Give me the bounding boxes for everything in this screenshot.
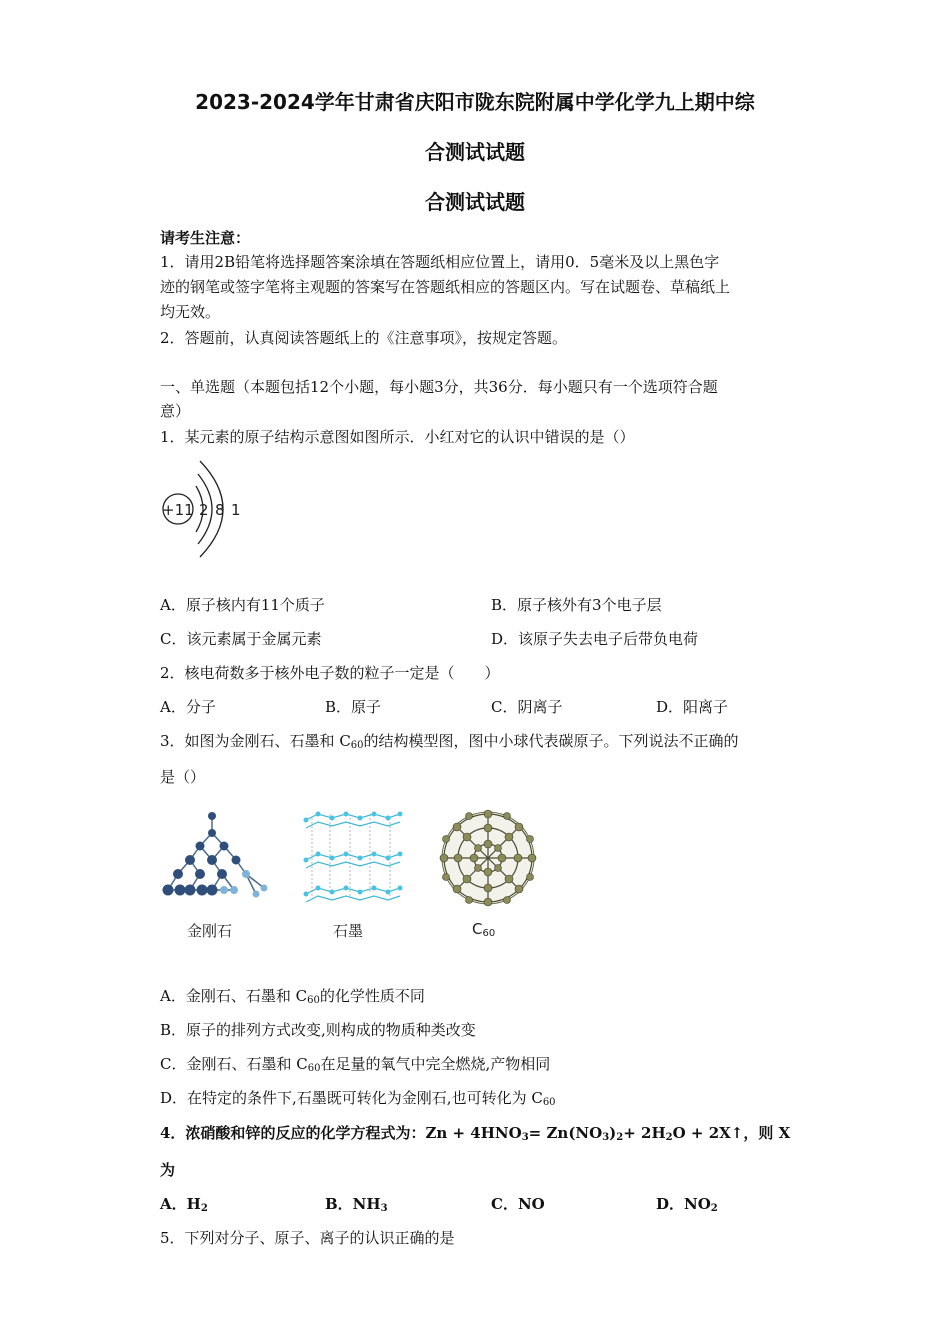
- q4-option-b: B．$NH_3$: [325, 1195, 388, 1214]
- notice-item1-line1: 1．请用2B铅笔将选择题答案涂填在答题纸相应位置上，请用0．5毫米及以上黑色字: [160, 253, 720, 271]
- c60-structure-image: [436, 806, 540, 910]
- page-subtitle: 合测试试题: [425, 190, 525, 214]
- q1-option-a: A．原子核内有11个质子: [160, 596, 325, 614]
- c60-caption: $C_{60}$: [472, 920, 496, 939]
- section-heading-line2: 意）: [160, 402, 191, 420]
- section-heading-line1: 一、单选题（本题包括12个小题，每小题3分，共36分．每小题只有一个选项符合题: [160, 378, 718, 396]
- q2-option-c: C．阴离子: [491, 698, 563, 716]
- shell-1-count: 2: [199, 501, 209, 519]
- q3-option-a: A．金刚石、石墨和 $C_{60}$的化学性质不同: [160, 987, 425, 1006]
- q4-option-d: D．$NO_2$: [656, 1195, 718, 1214]
- q2-stem: 2．核电荷数多于核外电子数的粒子一定是（ ）: [160, 664, 500, 682]
- diamond-caption: 金刚石: [187, 922, 233, 940]
- q3-option-d: D．在特定的条件下,石墨既可转化为金刚石,也可转化为 $C_{60}$: [160, 1089, 556, 1108]
- atom-structure-diagram: [158, 456, 258, 562]
- q1-option-b: B．原子核外有3个电子层: [491, 596, 662, 614]
- q4-option-c: C．NO: [491, 1195, 545, 1213]
- q1-option-d: D．该原子失去电子后带负电荷: [491, 630, 699, 648]
- shell-3-count: 1: [231, 501, 241, 519]
- q1-stem: 1．某元素的原子结构示意图如图所示．小红对它的认识中错误的是（）: [160, 428, 635, 446]
- q4-option-a: A．$H_2$: [160, 1195, 208, 1214]
- notice-item1-line2: 迹的钢笔或签字笔将主观题的答案写在答题纸相应的答题区内。写在试题卷、草稿纸上: [160, 278, 731, 296]
- q2-option-b: B．原子: [325, 698, 382, 716]
- shell-2-count: 8: [215, 501, 225, 519]
- q2-option-a: A．分子: [160, 698, 216, 716]
- q3-option-c: C．金刚石、石墨和 $C_{60}$在足量的氧气中完全燃烧,产物相同: [160, 1055, 551, 1074]
- graphite-structure-image: [300, 808, 405, 908]
- page-title: 2023-2024学年甘肃省庆阳市陇东院附属中学化学九上期中综: [195, 90, 755, 114]
- notice-item2: 2．答题前，认真阅读答题纸上的《注意事项》，按规定答题。: [160, 329, 568, 347]
- notice-item1-line3: 均无效。: [160, 303, 221, 321]
- q4-stem: 4．浓硝酸和锌的反应的化学方程式为：$Zn + 4HNO_3= Zn(NO_3)_2+ 2H_2O$ + 2X↑，则 X: [160, 1124, 791, 1143]
- q1-option-c: C．该元素属于金属元素: [160, 630, 322, 648]
- graphite-caption: 石墨: [333, 922, 364, 940]
- nucleus-charge: +11: [162, 501, 194, 519]
- q3-stem-line2: 是（）: [160, 768, 206, 786]
- diamond-structure-image: [160, 808, 270, 908]
- q5-stem: 5．下列对分子、原子、离子的认识正确的是: [160, 1229, 455, 1247]
- notice-heading: 请考生注意：: [160, 229, 251, 247]
- page-title-line2: 合测试试题: [425, 140, 525, 164]
- q2-option-d: D．阳离子: [656, 698, 729, 716]
- q4-stem-line2: 为: [160, 1161, 176, 1179]
- q3-stem: 3．如图为金刚石、石墨和 $C_{60}$的结构模型图，图中小球代表碳原子。下列说法不正确的: [160, 732, 739, 751]
- q3-option-b: B．原子的排列方式改变,则构成的物质种类改变: [160, 1021, 476, 1039]
